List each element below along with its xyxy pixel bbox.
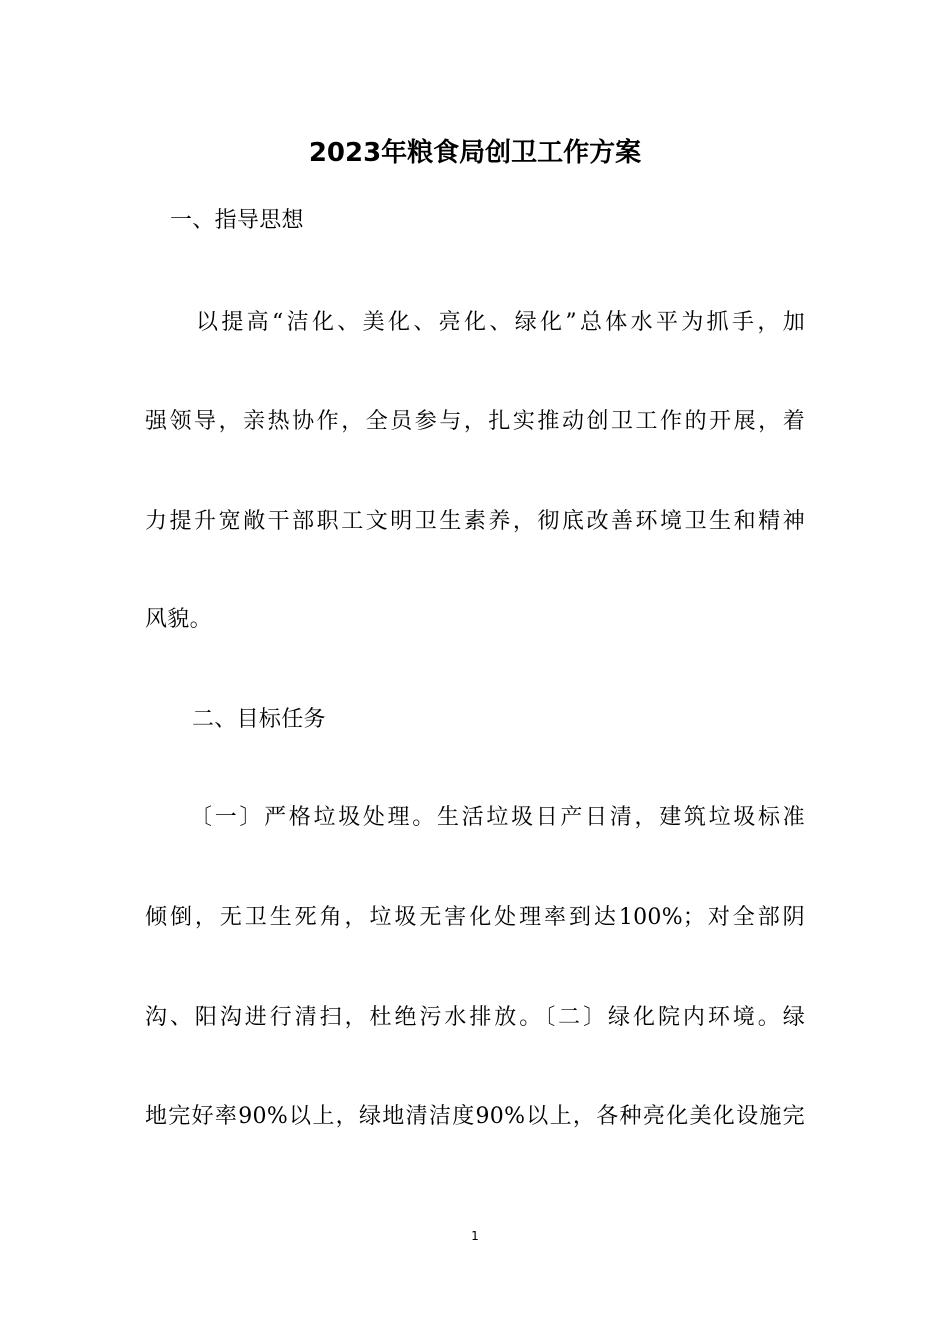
- document-title: 2023年粮食局创卫工作方案: [308, 138, 642, 168]
- section-heading-guiding-ideology: 一、指导思想: [170, 208, 304, 233]
- paragraph-line: 〔一〕严格垃圾处理。生活垃圾日产日清，建筑垃圾标准: [190, 805, 805, 830]
- paragraph-line: 力提升宽敞干部职工文明卫生素养，彻底改善环境卫生和精神: [145, 509, 805, 534]
- paragraph-line: 以提高“洁化、美化、亮化、绿化”总体水平为抓手，加: [196, 310, 805, 335]
- section-heading-goals-tasks: 二、目标任务: [192, 707, 326, 732]
- paragraph-line: 倾倒，无卫生死角，垃圾无害化处理率到达100%；对全部阴: [145, 905, 805, 930]
- paragraph-line: 强领导，亲热协作，全员参与，扎实推动创卫工作的开展，着: [145, 409, 805, 434]
- paragraph-line: 风貌。: [145, 607, 212, 632]
- paragraph-line: 地完好率90%以上，绿地清洁度90%以上，各种亮化美化设施完: [145, 1104, 805, 1129]
- paragraph-line: 沟、阳沟进行清扫，杜绝污水排放。〔二〕绿化院内环境。绿: [145, 1005, 805, 1030]
- page-number: 1: [471, 1229, 479, 1243]
